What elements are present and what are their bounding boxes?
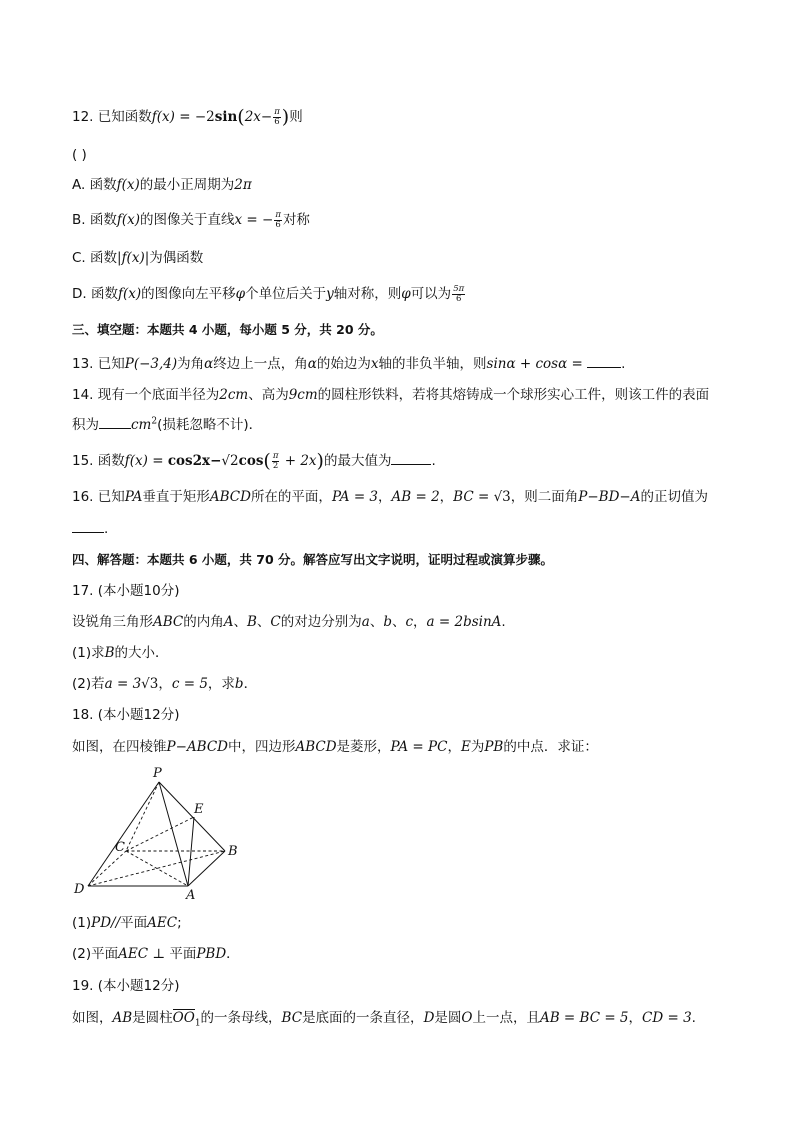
q17-abc: ABC bbox=[153, 614, 184, 630]
edge-PC bbox=[126, 782, 159, 851]
q12-eq: = −2 bbox=[174, 109, 215, 125]
q16-p4: ，则二面角 bbox=[510, 489, 579, 505]
q13-alpha: α bbox=[204, 356, 214, 372]
q18-stem-c: 是菱形， bbox=[336, 739, 391, 755]
q15-cos: cos bbox=[238, 453, 264, 469]
q15-p2: 的最大值为 bbox=[323, 453, 392, 469]
q19-OO: OO bbox=[172, 1010, 195, 1026]
opt-c-label: C. 函数 bbox=[72, 250, 118, 266]
q18-pa-pc: PA = PC bbox=[390, 739, 448, 755]
q17-dot: . bbox=[501, 614, 506, 630]
q17-sep4: 、 bbox=[391, 614, 406, 630]
q17-s1-a: (1)求 bbox=[72, 645, 105, 661]
q17-A: A bbox=[223, 614, 234, 630]
label-E: E bbox=[194, 802, 204, 817]
q18-s2-perp: ⊥ bbox=[148, 946, 170, 962]
q13-p5: 轴的非负半轴，则 bbox=[378, 356, 487, 372]
q17-stem-b: 的内角 bbox=[183, 614, 224, 630]
opt-d-frac bbox=[452, 285, 465, 304]
q17-s2-aeq: a = 3 bbox=[104, 676, 142, 692]
section4-title: 四、解答题：本题共 6 小题，共 70 分。解答应写出文字说明，证明过程或演算步骤。 bbox=[72, 552, 554, 567]
q14-line1 bbox=[72, 385, 709, 405]
q14-unit: cm bbox=[131, 417, 152, 433]
q13-answer-blank[interactable] bbox=[587, 353, 621, 368]
opt-d-text3: 轴对称，则 bbox=[333, 286, 402, 302]
q19-stem-a: 如图， bbox=[72, 1010, 113, 1026]
q16-sqrt3: √3 bbox=[493, 489, 511, 505]
q15-lparen: ( bbox=[263, 450, 271, 472]
q16-angle: P−BD−A bbox=[578, 489, 641, 505]
opt-b-frac-den: 6 bbox=[275, 219, 281, 230]
opt-b-label: B. 函数 bbox=[72, 212, 117, 228]
q13-end: . bbox=[621, 356, 626, 372]
q16-p5: 的正切值为 bbox=[640, 489, 708, 505]
opt-a-val: 2π bbox=[234, 177, 252, 193]
q18-head: 18. (本小题12分) bbox=[72, 707, 180, 723]
opt-d-frac-den: 6 bbox=[455, 293, 462, 304]
q16-p2: 垂直于矩形 bbox=[142, 489, 210, 505]
q12-frac-num: π bbox=[274, 106, 280, 117]
q17-a: a bbox=[361, 614, 370, 630]
label-D: D bbox=[74, 882, 85, 897]
q12-frac bbox=[273, 108, 281, 127]
q13-point: P(−3,4) bbox=[124, 356, 178, 372]
q17-s2-end: ． bbox=[243, 676, 258, 692]
q17-C: C bbox=[270, 614, 281, 630]
q17-s2-comma: ， bbox=[158, 676, 172, 692]
q18-s1-pd: PD// bbox=[91, 915, 121, 931]
opt-d-label: D. 函数 bbox=[72, 286, 118, 302]
q17-sub1 bbox=[72, 643, 169, 663]
opt-d-phi2: φ bbox=[401, 286, 411, 302]
q19-eq2: CD = 3 bbox=[642, 1010, 692, 1026]
edge-DC bbox=[88, 851, 126, 886]
opt-c-text: 为偶函数 bbox=[149, 250, 204, 266]
q18-abcd: ABCD bbox=[295, 739, 337, 755]
q17-s2-b: ，求 bbox=[207, 676, 235, 692]
q13-alpha2: α bbox=[307, 356, 317, 372]
q14-unit-exp: 2 bbox=[151, 416, 158, 427]
q12-rparen: ) bbox=[281, 106, 290, 128]
q17-comma: ， bbox=[413, 614, 427, 630]
q16-line1 bbox=[72, 487, 708, 507]
opt-d-phi: φ bbox=[235, 286, 246, 302]
q14-radius: 2cm bbox=[219, 387, 249, 403]
edge-CE bbox=[126, 817, 194, 851]
q18-sub2 bbox=[72, 944, 240, 964]
q17-stem-c: 的对边分别为 bbox=[280, 614, 362, 630]
q17-B: B bbox=[247, 614, 257, 630]
q18-pyramid: P−ABCD bbox=[166, 739, 228, 755]
opt-c-fx: |f(x)| bbox=[117, 250, 150, 266]
q19-stem-e: 是圆 bbox=[434, 1010, 462, 1026]
q12-sin: sin bbox=[214, 109, 238, 125]
q12-fx: f(x) bbox=[151, 109, 175, 125]
q18-stem bbox=[72, 737, 598, 757]
q18-stem-f: 的中点．求证： bbox=[503, 739, 598, 755]
q18-s2-end: ． bbox=[226, 946, 240, 962]
q14-line2-b: (损耗忽略不计)． bbox=[157, 417, 263, 433]
q16-ab-2: AB = 2 bbox=[391, 489, 440, 505]
q19-head: 19. (本小题12分) bbox=[72, 978, 180, 994]
opt-b-text: 的图像关于直线 bbox=[140, 212, 235, 228]
q17-c: c bbox=[405, 614, 414, 630]
pyramid-figure bbox=[72, 765, 252, 901]
q19-stem-c: 的一条母线， bbox=[200, 1010, 282, 1026]
q13-p4: 的始边为 bbox=[316, 356, 371, 372]
q15-answer-blank[interactable] bbox=[391, 450, 431, 465]
q12-arg: 2x− bbox=[244, 109, 273, 125]
q13-p2: 为角 bbox=[177, 356, 205, 372]
q15-frac-den: 2 bbox=[272, 460, 279, 471]
q18-s1-b: 平面 bbox=[120, 915, 148, 931]
opt-d-frac-num: 5π bbox=[453, 283, 465, 294]
q16-pa: PA bbox=[124, 489, 143, 505]
section3-title: 三、填空题：本题共 4 小题，每小题 5 分，共 20 分。 bbox=[72, 322, 383, 337]
q18-stem-e: 为 bbox=[470, 739, 485, 755]
q17-sep3: 、 bbox=[369, 614, 384, 630]
q13 bbox=[72, 353, 625, 374]
q18-s1-plane: AEC bbox=[147, 915, 178, 931]
q16-abcd: ABCD bbox=[209, 489, 251, 505]
q12-suffix: 则 bbox=[289, 109, 303, 125]
q12-lparen: ( bbox=[237, 106, 245, 128]
q18-s2-plane2: PBD bbox=[196, 946, 227, 962]
q12-option-c bbox=[72, 248, 203, 268]
q13-p3: 终边上一点，角 bbox=[213, 356, 308, 372]
q16-answer-blank[interactable] bbox=[72, 518, 104, 533]
q19-stem bbox=[72, 1008, 696, 1028]
label-A: A bbox=[186, 888, 196, 901]
q19-eq1: AB = BC = 5 bbox=[539, 1010, 629, 1026]
opt-d-y: y bbox=[326, 286, 334, 302]
q15-fx: f(x) = bbox=[124, 453, 168, 469]
q14-line1-c: 的圆柱形铁料，若将其熔铸成一个球形实心工件，则该工件的表面 bbox=[317, 387, 710, 403]
q12-option-b bbox=[72, 210, 310, 230]
opt-b-frac bbox=[274, 211, 282, 230]
label-P: P bbox=[153, 766, 162, 781]
q19-D: D bbox=[423, 1010, 435, 1026]
q13-p1: 13. 已知 bbox=[72, 356, 125, 372]
q17-stem bbox=[72, 612, 506, 632]
q18-s2-a: (2)平面 bbox=[72, 946, 119, 962]
opt-d-fx: f(x) bbox=[117, 286, 142, 302]
q18-stem-d: ， bbox=[447, 739, 461, 755]
q16-end: . bbox=[104, 521, 109, 537]
q19-sub1: 1 bbox=[194, 1018, 201, 1029]
q19-BC: BC bbox=[281, 1010, 303, 1026]
q17-stem-a: 设锐角三角形 bbox=[72, 614, 153, 630]
q15-frac-num: π bbox=[272, 450, 279, 461]
q14-line2-a: 积为 bbox=[72, 417, 99, 433]
q16-line2 bbox=[72, 518, 108, 539]
opt-a-fx: f(x) bbox=[116, 177, 140, 193]
q15-plus: + 2x bbox=[280, 453, 317, 469]
q12-answer-paren: ( ) bbox=[72, 147, 87, 163]
q14-line2 bbox=[72, 414, 262, 435]
q16-sep2: ， bbox=[439, 489, 454, 505]
q17-s1-b: 的大小． bbox=[114, 645, 169, 661]
q12-option-d bbox=[72, 284, 466, 304]
q16-sep1: ， bbox=[378, 489, 392, 505]
q18-stem-a: 如图，在四棱锥 bbox=[72, 739, 167, 755]
q19-AB: AB bbox=[112, 1010, 133, 1026]
q13-x: x bbox=[370, 356, 379, 372]
q15-rparen: ) bbox=[316, 450, 324, 472]
q14-line1-a: 14. 现有一个底面半径为 bbox=[72, 387, 220, 403]
q17-sep2: 、 bbox=[256, 614, 271, 630]
q17-sub2 bbox=[72, 674, 257, 694]
q15 bbox=[72, 450, 436, 471]
opt-b-x: x = − bbox=[234, 212, 274, 228]
q17-s2-sqrt3: √3 bbox=[141, 676, 159, 692]
q17-s2-a: (2)若 bbox=[72, 676, 105, 692]
q19-sep: ， bbox=[628, 1010, 643, 1026]
q16-pa-3: PA = 3 bbox=[331, 489, 379, 505]
q18-E: E bbox=[460, 739, 471, 755]
q19-O: O bbox=[461, 1010, 473, 1026]
q15-sqrt2: √2 bbox=[221, 453, 239, 469]
q17-s2-c: c = 5 bbox=[171, 676, 208, 692]
q18-s2-b: 平面 bbox=[169, 946, 197, 962]
edge-AB bbox=[188, 851, 225, 886]
q17-head: 17. (本小题10分) bbox=[72, 583, 180, 599]
q14-answer-blank[interactable] bbox=[99, 414, 131, 429]
q19-stem-d: 是底面的一条直径， bbox=[302, 1010, 424, 1026]
opt-b-frac-num: π bbox=[275, 209, 281, 220]
q18-s2-plane1: AEC bbox=[118, 946, 149, 962]
q12-prefix: 12. 已知函数 bbox=[72, 109, 152, 125]
q12-frac-den: 6 bbox=[274, 116, 280, 127]
q18-s1-a: (1) bbox=[72, 915, 92, 931]
q16-p3: 所在的平面， bbox=[250, 489, 332, 505]
q17-b: b bbox=[383, 614, 392, 630]
q12-stem bbox=[72, 107, 303, 127]
q14-line1-b: 、高为 bbox=[248, 387, 289, 403]
q12-option-a bbox=[72, 175, 252, 195]
label-C: C bbox=[115, 840, 125, 855]
q15-end: . bbox=[431, 453, 436, 469]
opt-b-fx: f(x) bbox=[116, 212, 141, 228]
q13-expr: sinα + cosα = bbox=[486, 356, 583, 372]
q15-frac bbox=[272, 452, 280, 471]
q18-sub1 bbox=[72, 913, 182, 933]
q15-p1: 15. 函数 bbox=[72, 453, 125, 469]
q16-bc: BC = bbox=[453, 489, 494, 505]
q18-stem-b: 中，四边形 bbox=[227, 739, 296, 755]
q16-p1: 16. 已知 bbox=[72, 489, 125, 505]
opt-a-text: 的最小正周期为 bbox=[139, 177, 235, 193]
q17-s1-B: B bbox=[104, 645, 115, 661]
q17-cond: a = 2bsinA bbox=[426, 614, 502, 630]
opt-d-text4: 可以为 bbox=[410, 286, 452, 302]
q19-stem-b: 是圆柱 bbox=[132, 1010, 173, 1026]
opt-a-label: A. 函数 bbox=[72, 177, 117, 193]
q15-cos2x: cos2x− bbox=[167, 453, 222, 469]
opt-b-suffix: 对称 bbox=[282, 212, 310, 228]
q17-s2-bv: b bbox=[234, 676, 244, 692]
q19-end: . bbox=[691, 1010, 696, 1026]
edge-AE bbox=[188, 817, 194, 886]
q19-stem-f: 上一点，且 bbox=[472, 1010, 540, 1026]
opt-d-text2: 个单位后关于 bbox=[245, 286, 327, 302]
q17-sep1: 、 bbox=[233, 614, 247, 630]
label-B: B bbox=[228, 844, 238, 859]
q18-PB: PB bbox=[484, 739, 504, 755]
q18-s1-end: ; bbox=[177, 915, 182, 931]
opt-d-text1: 的图像向左平移 bbox=[141, 286, 236, 302]
diag-CA bbox=[126, 851, 188, 886]
q14-height: 9cm bbox=[288, 387, 318, 403]
